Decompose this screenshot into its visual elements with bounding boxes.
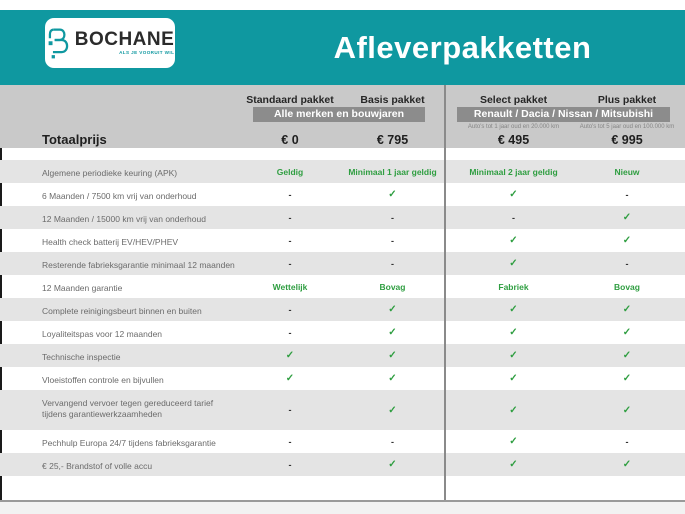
bochane-logo [45, 18, 175, 68]
cell-value: ✓ [388, 304, 397, 315]
note-select: Auto's tot 1 jaar oud en 20.000 km [467, 124, 560, 130]
row-label: € 25,- Brandstof of volle accu [42, 460, 153, 471]
cell-value: Nieuw [614, 166, 640, 177]
banner-alle-merken: Alle merken en bouwjaren [253, 107, 425, 122]
banner-brands: Renault / Dacia / Nissan / Mitsubishi [457, 107, 670, 122]
cell-value: ✓ [509, 404, 518, 416]
cell-value: - [288, 212, 292, 223]
price-standaard: € 0 [281, 133, 299, 147]
table-row [0, 252, 685, 275]
cell-value: - [625, 189, 629, 200]
cell-value: ✓ [509, 189, 518, 200]
cell-value: ✓ [622, 304, 632, 315]
bochane-b-icon [46, 27, 72, 59]
cell-value: Wettelijk [272, 281, 308, 292]
cell-value: ✓ [509, 459, 518, 470]
total-price-label: Totaalprijs [42, 132, 107, 147]
column-standaard-pakket: Standaard pakket [246, 94, 334, 106]
cell-value: - [391, 212, 394, 223]
cell-value: - [288, 189, 292, 200]
cell-value: - [288, 258, 292, 269]
table-row [0, 229, 685, 252]
cell-value: ✓ [509, 304, 518, 315]
cell-value: - [288, 235, 292, 246]
note-plus: Auto's tot 5 jaar oud en 100.000 km [579, 124, 675, 130]
table-row [0, 206, 685, 229]
row-label: Complete reinigingsbeurt binnen en buiten [42, 305, 202, 316]
row-label: Resterende fabrieksgarantie minimaal 12 maanden [42, 259, 235, 270]
cell-value: ✓ [509, 258, 518, 269]
cell-value: - [625, 258, 629, 269]
row-label: Vervangend vervoer tegen gereduceerd tarief tijdens garantiewerkzaamheden [42, 398, 214, 419]
cell-value: ✓ [388, 373, 397, 384]
page-title: Afleverpakketten [333, 29, 592, 65]
row-label: 12 Maanden garantie [42, 282, 123, 293]
cell-value: ✓ [509, 436, 518, 447]
table-row [0, 298, 685, 321]
cell-value: Geldig [276, 166, 304, 177]
column-divider [444, 85, 446, 500]
cell-value: ✓ [622, 327, 632, 338]
column-plus-pakket: Plus pakket [597, 94, 657, 106]
cell-value: ✓ [509, 235, 518, 246]
cell-value: ✓ [622, 350, 632, 361]
column-basis-pakket: Basis pakket [360, 94, 425, 106]
cell-value: ✓ [509, 350, 518, 361]
table-row [0, 430, 685, 453]
spacer-row [0, 148, 685, 160]
header-band [0, 10, 685, 85]
table-row [0, 183, 685, 206]
row-label: Vloeistoffen controle en bijvullen [42, 374, 164, 385]
row-label: Pechhulp Europa 24/7 tijdens fabrieksgarantie [42, 437, 216, 448]
cell-value: ✓ [509, 373, 518, 384]
cell-value: Bovag [614, 281, 640, 292]
table-row [0, 321, 685, 344]
cell-value: - [512, 212, 515, 223]
cell-value: - [391, 258, 394, 269]
price-select: € 495 [497, 133, 530, 147]
cell-value: ✓ [622, 212, 632, 223]
cell-value: ✓ [285, 350, 295, 361]
column-select-pakket: Select pakket [479, 94, 548, 106]
table-row [0, 453, 685, 476]
table-head [0, 85, 685, 148]
cell-value: ✓ [388, 350, 397, 361]
table-row [0, 390, 685, 430]
cell-value: ✓ [622, 404, 632, 416]
cell-value: ✓ [388, 404, 397, 416]
row-label: Technische inspectie [42, 351, 121, 362]
cell-value: - [288, 459, 292, 470]
table-row [0, 367, 685, 390]
price-plus: € 995 [611, 133, 643, 147]
table-row [0, 275, 685, 298]
cell-value: - [391, 235, 394, 246]
cell-value: ✓ [388, 327, 397, 338]
package-names-row [0, 85, 685, 106]
cell-value: - [288, 405, 292, 415]
cell-value: ✓ [622, 459, 632, 470]
footer-band [0, 502, 685, 514]
logo-tagline: ALS JE VOORUIT WIL [119, 50, 175, 56]
cell-value: - [288, 304, 292, 315]
logo-text [75, 30, 175, 56]
price-basis: € 795 [376, 133, 409, 147]
cell-value: ✓ [285, 373, 295, 384]
cell-value: ✓ [622, 373, 632, 384]
row-label: Health check batterij EV/HEV/PHEV [42, 236, 179, 247]
cell-value: ✓ [388, 189, 397, 200]
cell-value: ✓ [509, 327, 518, 338]
cell-value: Minimaal 2 jaar geldig [469, 166, 558, 177]
table-row [0, 344, 685, 367]
row-label: Algemene periodieke keuring (APK) [42, 167, 178, 178]
row-label: 6 Maanden / 7500 km vrij van onderhoud [42, 190, 197, 201]
cell-value: ✓ [388, 459, 397, 470]
row-label: 12 Maanden / 15000 km vrij van onderhoud [42, 213, 206, 224]
cell-value: - [288, 436, 292, 447]
cell-value: Fabriek [498, 281, 529, 292]
total-price-row [0, 132, 685, 148]
brand-banners-row [0, 106, 685, 122]
cell-value: - [625, 436, 629, 447]
empty-bottom-row [0, 476, 685, 500]
cell-value: - [288, 327, 292, 338]
cell-value: ✓ [622, 235, 632, 246]
cell-value: - [391, 436, 394, 447]
table-row [0, 160, 685, 183]
cell-value: Bovag [379, 281, 406, 292]
cell-value: Minimaal 1 jaar geldig [348, 166, 437, 177]
feature-table [0, 160, 685, 476]
row-label: Loyaliteitspas voor 12 maanden [42, 328, 163, 339]
logo-name: BOCHANE [74, 29, 175, 51]
